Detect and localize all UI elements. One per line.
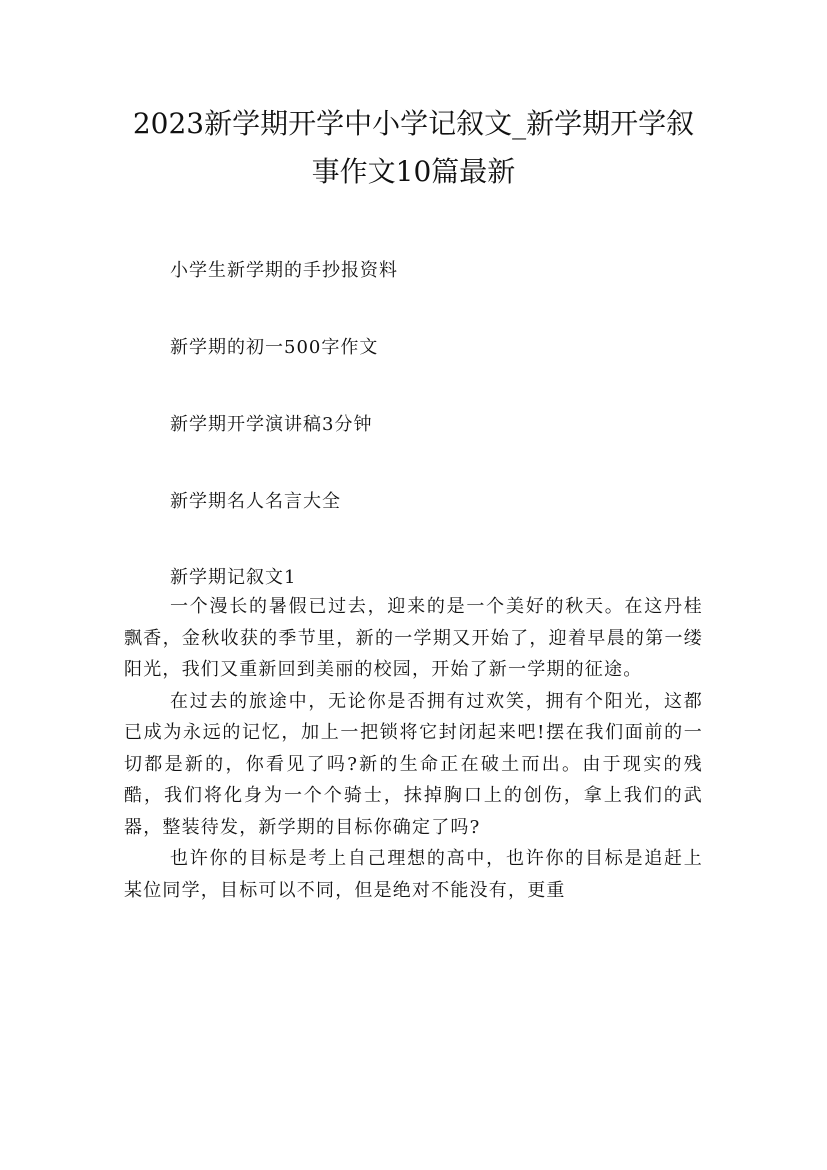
body-paragraph: 在过去的旅途中，无论你是否拥有过欢笑，拥有个阳光，这都已成为永远的记忆，加上一把锁将它封闭起来吧!摆在我们面前的一切都是新的，你看见了吗?新的生命正在破土而出。由于现实的残酷，我们将化身为一个个骑士，抹掉胸口上的创伤，拿上我们的武器，整装待发，新学期的目标你确定了吗? bbox=[124, 690, 703, 838]
related-article-link[interactable]: 小学生新学期的手抄报资料 bbox=[170, 260, 398, 281]
article-body bbox=[124, 591, 703, 906]
related-article-link[interactable]: 新学期的初一500字作文 bbox=[170, 337, 379, 358]
body-paragraph: 也许你的目标是考上自己理想的高中，也许你的目标是追赶上某位同学，目标可以不同，但是绝对不能没有，更重 bbox=[124, 848, 703, 901]
related-article-link[interactable]: 新学期开学演讲稿3分钟 bbox=[170, 414, 373, 435]
related-article-link[interactable]: 新学期名人名言大全 bbox=[170, 491, 341, 512]
section-heading: 新学期记叙文1 bbox=[170, 567, 297, 588]
body-paragraph: 一个漫长的暑假已过去，迎来的是一个美好的秋天。在这丹桂飘香，金秋收获的季节里，新的一学期又开始了，迎着早晨的第一缕阳光，我们又重新回到美丽的校园，开始了新一学期的征途。 bbox=[124, 596, 703, 680]
document-title: 2023新学期开学中小学记叙文_新学期开学叙事作文10篇最新 bbox=[132, 107, 695, 188]
related-articles-list bbox=[124, 258, 703, 515]
